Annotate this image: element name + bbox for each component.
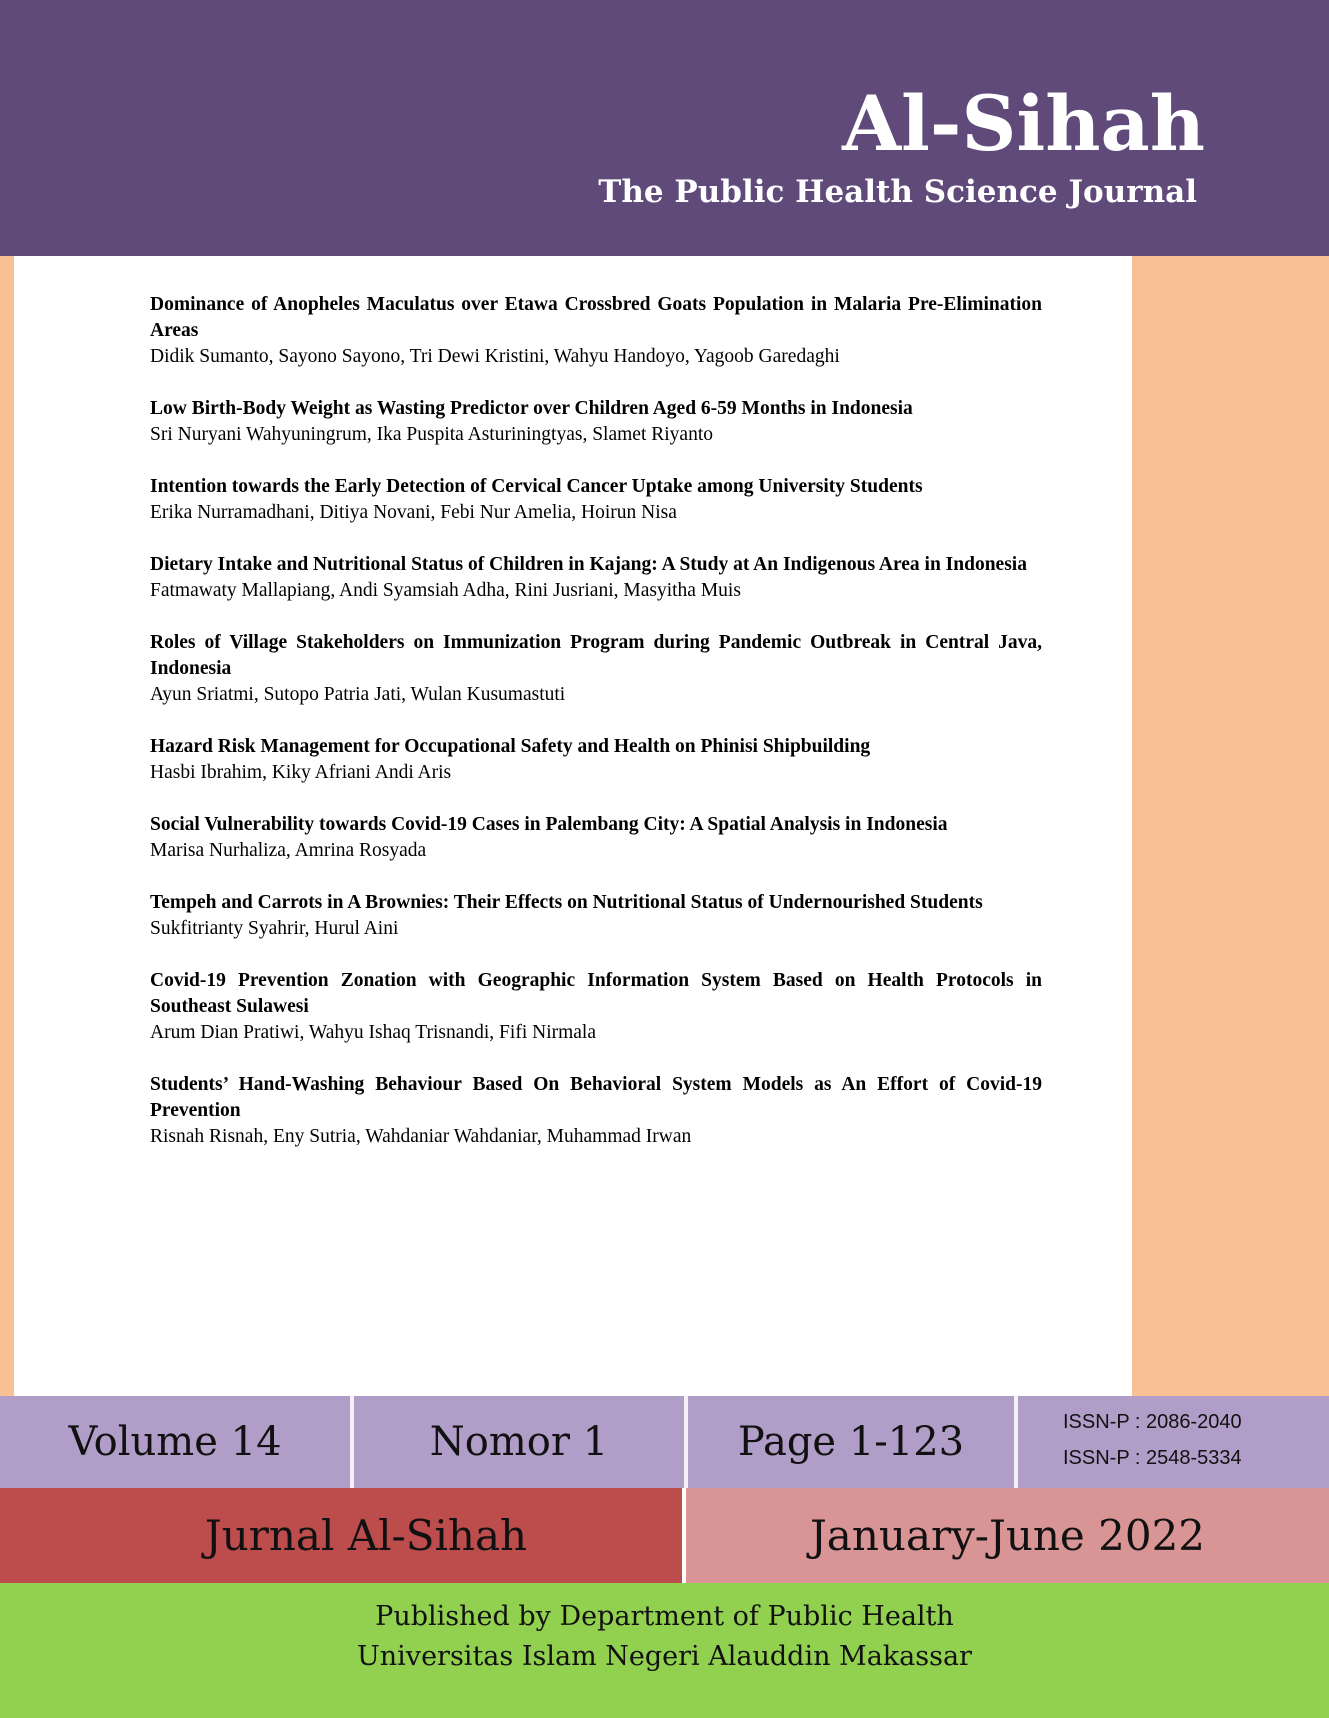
publisher-line-2: Universitas Islam Negeri Alauddin Makassar	[357, 1641, 972, 1672]
publisher-line-1: Published by Department of Public Health	[375, 1601, 954, 1632]
article-authors: Arum Dian Pratiwi, Wahyu Ishaq Trisnandi, Fifi Nirmala	[150, 1022, 596, 1043]
journal-subtitle: The Public Health Science Journal	[598, 174, 1197, 210]
journal-title: Al-Sihah	[842, 79, 1205, 168]
table-of-contents	[150, 292, 1042, 1176]
article-entry	[150, 552, 1042, 604]
info-divider	[350, 1396, 354, 1488]
info-divider	[1014, 1396, 1018, 1488]
article-authors: Sukfitrianty Syahrir, Hurul Aini	[150, 918, 399, 939]
article-authors: Didik Sumanto, Sayono Sayono, Tri Dewi Kristini, Wahyu Handoyo, Yagoob Garedaghi	[150, 346, 840, 367]
article-title: Dietary Intake and Nutritional Status of Children in Kajang: A Study at An Indigenous Area in Indonesia	[150, 554, 1027, 575]
article-title: Intention towards the Early Detection of Cervical Cancer Uptake among University Students	[150, 476, 923, 497]
article-title: Tempeh and Carrots in A Brownies: Their Effects on Nutritional Status of Undernourished Students	[150, 892, 983, 913]
article-authors: Erika Nurramadhani, Ditiya Novani, Febi Nur Amelia, Hoirun Nisa	[150, 502, 677, 523]
article-title: Low Birth-Body Weight as Wasting Predictor over Children Aged 6-59 Months in Indonesia	[150, 398, 913, 419]
article-entry	[150, 812, 1042, 864]
article-entry	[150, 292, 1042, 370]
volume-label: Volume 14	[68, 1419, 282, 1465]
article-title: Hazard Risk Management for Occupational Safety and Health on Phinisi Shipbuilding	[150, 736, 871, 757]
number-label: Nomor 1	[429, 1419, 609, 1465]
article-entry	[150, 630, 1042, 708]
article-authors: Sri Nuryani Wahyuningrum, Ika Puspita Asturiningtyas, Slamet Riyanto	[150, 424, 713, 445]
article-entry	[150, 396, 1042, 448]
left-accent-strip	[0, 256, 14, 1396]
article-entry	[150, 474, 1042, 526]
article-authors: Ayun Sriatmi, Sutopo Patria Jati, Wulan Kusumastuti	[150, 684, 566, 705]
article-authors: Hasbi Ibrahim, Kiky Afriani Andi Aris	[150, 762, 452, 783]
publisher-footer	[0, 1583, 1329, 1718]
issn-block	[1063, 1404, 1242, 1476]
issn-online: ISSN-P : 2548-5334	[1063, 1447, 1242, 1469]
article-title: Roles of Village Stakeholders on Immunization Program during Pandemic Outbreak in Central Java, Indonesia	[150, 632, 1042, 679]
pages-label: Page 1-123	[737, 1419, 965, 1465]
article-title: Dominance of Anopheles Maculatus over Etawa Crossbred Goats Population in Malaria Pre-Elimination Areas	[150, 294, 1042, 341]
cover-header	[0, 0, 1329, 256]
info-divider	[684, 1396, 688, 1488]
journal-band-label: Jurnal Al-Sihah	[204, 1511, 528, 1560]
issn-print: ISSN-P : 2086-2040	[1063, 1411, 1242, 1433]
article-authors: Fatmawaty Mallapiang, Andi Syamsiah Adha, Rini Jusriani, Masyitha Muis	[150, 580, 741, 601]
article-title: Covid-19 Prevention Zonation with Geographic Information System Based on Health Protocols in Southeast Sulawesi	[150, 970, 1042, 1017]
article-entry	[150, 968, 1042, 1046]
period-band-label: January-June 2022	[809, 1511, 1206, 1560]
article-entry	[150, 1072, 1042, 1150]
article-authors: Marisa Nurhaliza, Amrina Rosyada	[150, 840, 427, 861]
article-title: Social Vulnerability towards Covid-19 Cases in Palembang City: A Spatial Analysis in Indonesia	[150, 814, 948, 835]
journal-band	[0, 1488, 682, 1583]
article-entry	[150, 890, 1042, 942]
article-authors: Risnah Risnah, Eny Sutria, Wahdaniar Wahdaniar, Muhammad Irwan	[150, 1126, 692, 1147]
article-title: Students’ Hand-Washing Behaviour Based On Behavioral System Models as An Effort of Covid-19 Prevention	[150, 1074, 1042, 1121]
right-accent-strip	[1132, 256, 1329, 1396]
article-entry	[150, 734, 1042, 786]
period-band	[686, 1488, 1329, 1583]
